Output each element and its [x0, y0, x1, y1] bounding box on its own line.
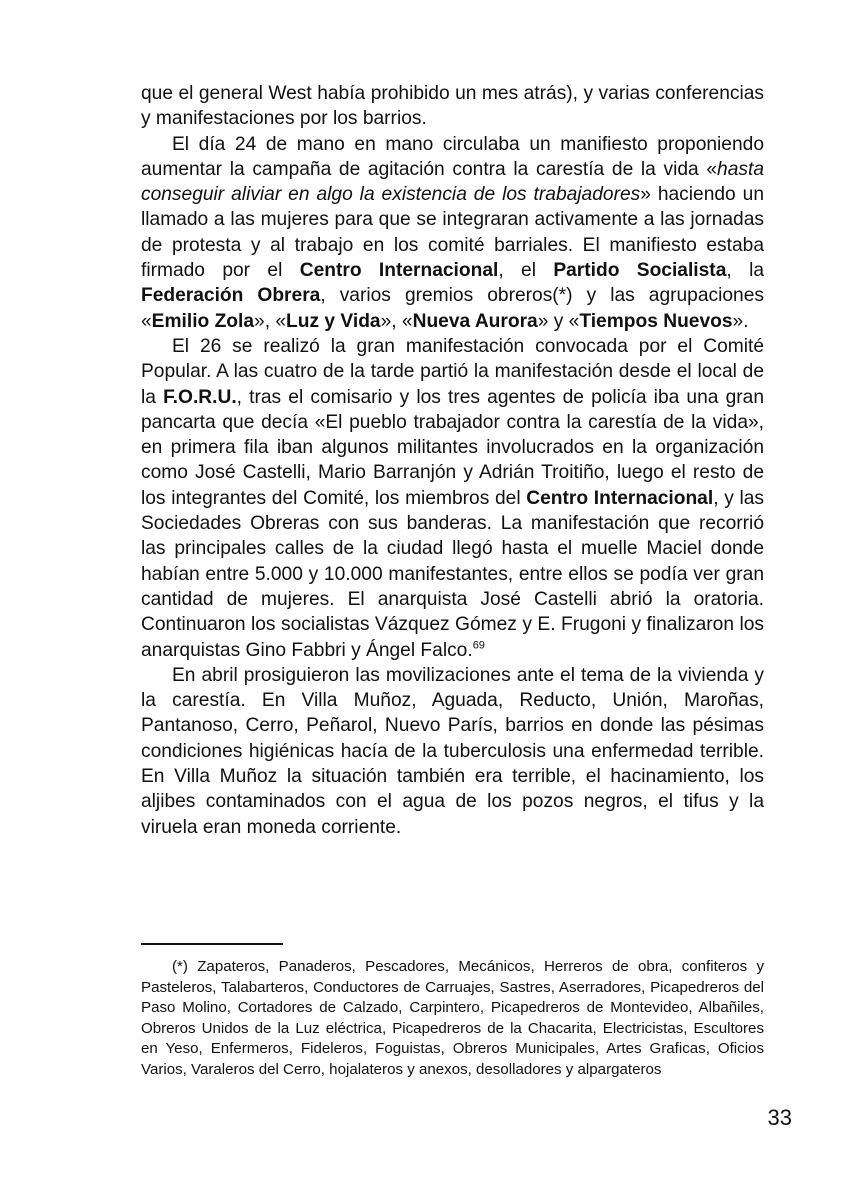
footnote-separator — [141, 943, 283, 945]
bold-term: Nueva Aurora — [412, 310, 538, 332]
paragraph-2-text: » y « — [537, 310, 580, 332]
paragraph-4: En abril prosiguieron las movilizaciones ante el tema de la vivienda y la carestía. En Villa Muñoz, Aguada, Reducto, Unión, Maroñas, Pantanoso, Cerro, Peñarol, Nuevo París, barrios en donde las pésimas condiciones higiénicas hacía de la tuberculosis una enfermedad terrible. En Villa Muñoz la situación también era terrible, el hacinamiento, los aljibes contaminados con el agua de los pozos negros, el tifus y la viruela eran moneda corriente. — [141, 664, 764, 838]
page-number: 33 — [767, 1105, 792, 1130]
paragraph-2-text: , el — [498, 260, 554, 282]
bold-term: Federación Obrera — [141, 285, 321, 307]
paragraph-2 — [141, 132, 764, 334]
bold-term: Luz y Vida — [286, 310, 381, 332]
paragraph-3-text: El 26 se realizó la gran manifestación convocada por el Comité Popular. A las cuatro de la tarde partió la manifestación desde el local de la — [141, 335, 764, 408]
footnote-reference: 69 — [472, 639, 485, 652]
bold-term: Tiempos Nuevos — [579, 310, 733, 332]
quoted-phrase: hasta conseguir aliviar en algo la existencia de los trabajadores — [141, 158, 764, 206]
paragraph-2-text: El día 24 de mano en mano circulaba un manifiesto proponiendo aumentar la campaña de agitación contra la carestía de la vida « — [141, 133, 764, 180]
paragraph-2-text: ». — [732, 310, 749, 332]
paragraph-3-text: , y las Sociedades Obreras con sus banderas. La manifestación que recorrió las principales calles de la ciudad llegó hasta el muelle Maciel donde habían entre 5.000 y 10.000 manifestantes, entre ellos se podía ver gran cantidad de mujeres. El anarquista José Castelli abrió la oratoria. Continuaron los socialistas Vázquez Gómez y E. Frugoni y finalizaron los anarquistas Gino Fabbri y Ángel Falco. — [141, 487, 764, 661]
paragraph-1: que el general West había prohibido un mes atrás), y varias conferencias y manifestaciones por los barrios. — [141, 83, 764, 130]
bold-term: Partido Socialista — [553, 260, 727, 282]
paragraph-3 — [141, 334, 764, 663]
footnote: (*) Zapateros, Panaderos, Pescadores, Mecánicos, Herreros de obra, confiteros y Pasteleros, Talabarteros, Conductores de Carruajes, Sastres, Aserradores, Picapedreros del Paso Molino, Cortadores de Calzado, Carpintero, Picapedreros de Montevideo, Albañiles, Obreros Unidos de la Luz eléctrica, Picapedreros de la Chacarita, Electricistas, Escultores en Yeso, Enfermeros, Fideleros, Foguistas, Obreros Municipales, Artes Graficas, Oficios Varios, Varaleros del Cerro, hojalateros y anexos, desolladores y alpargateros — [141, 958, 764, 1078]
paragraph-2-text: », « — [380, 310, 413, 332]
paragraph-2-text: » haciendo un llamado a las mujeres para que se integraran activamente a las jornadas de protesta y al trabajo en los comité barriales. El manifiesto estaba firmado por el — [141, 184, 764, 282]
bold-term: F.O.R.U. — [163, 386, 237, 408]
paragraph-2-text: », « — [254, 310, 287, 332]
bold-term: Centro Internacional — [526, 487, 714, 509]
paragraph-2-text: , varios gremios obreros(*) y las agrupaciones « — [141, 285, 764, 332]
body-text — [141, 81, 764, 840]
bold-term: Centro Internacional — [299, 260, 499, 282]
paragraph-2-text: , la — [726, 260, 764, 282]
paragraph-3-text: , tras el comisario y los tres agentes de policía iba una gran pancarta que decía «El pueblo trabajador contra la carestía de la vida», en primera fila iban algunos militantes involucrados en la organización como José Castelli, Mario Barranjón y Adrián Troitiño, luego el resto de los integrantes del Comité, los miembros del — [141, 386, 765, 509]
bold-term: Emilio Zola — [151, 310, 255, 332]
